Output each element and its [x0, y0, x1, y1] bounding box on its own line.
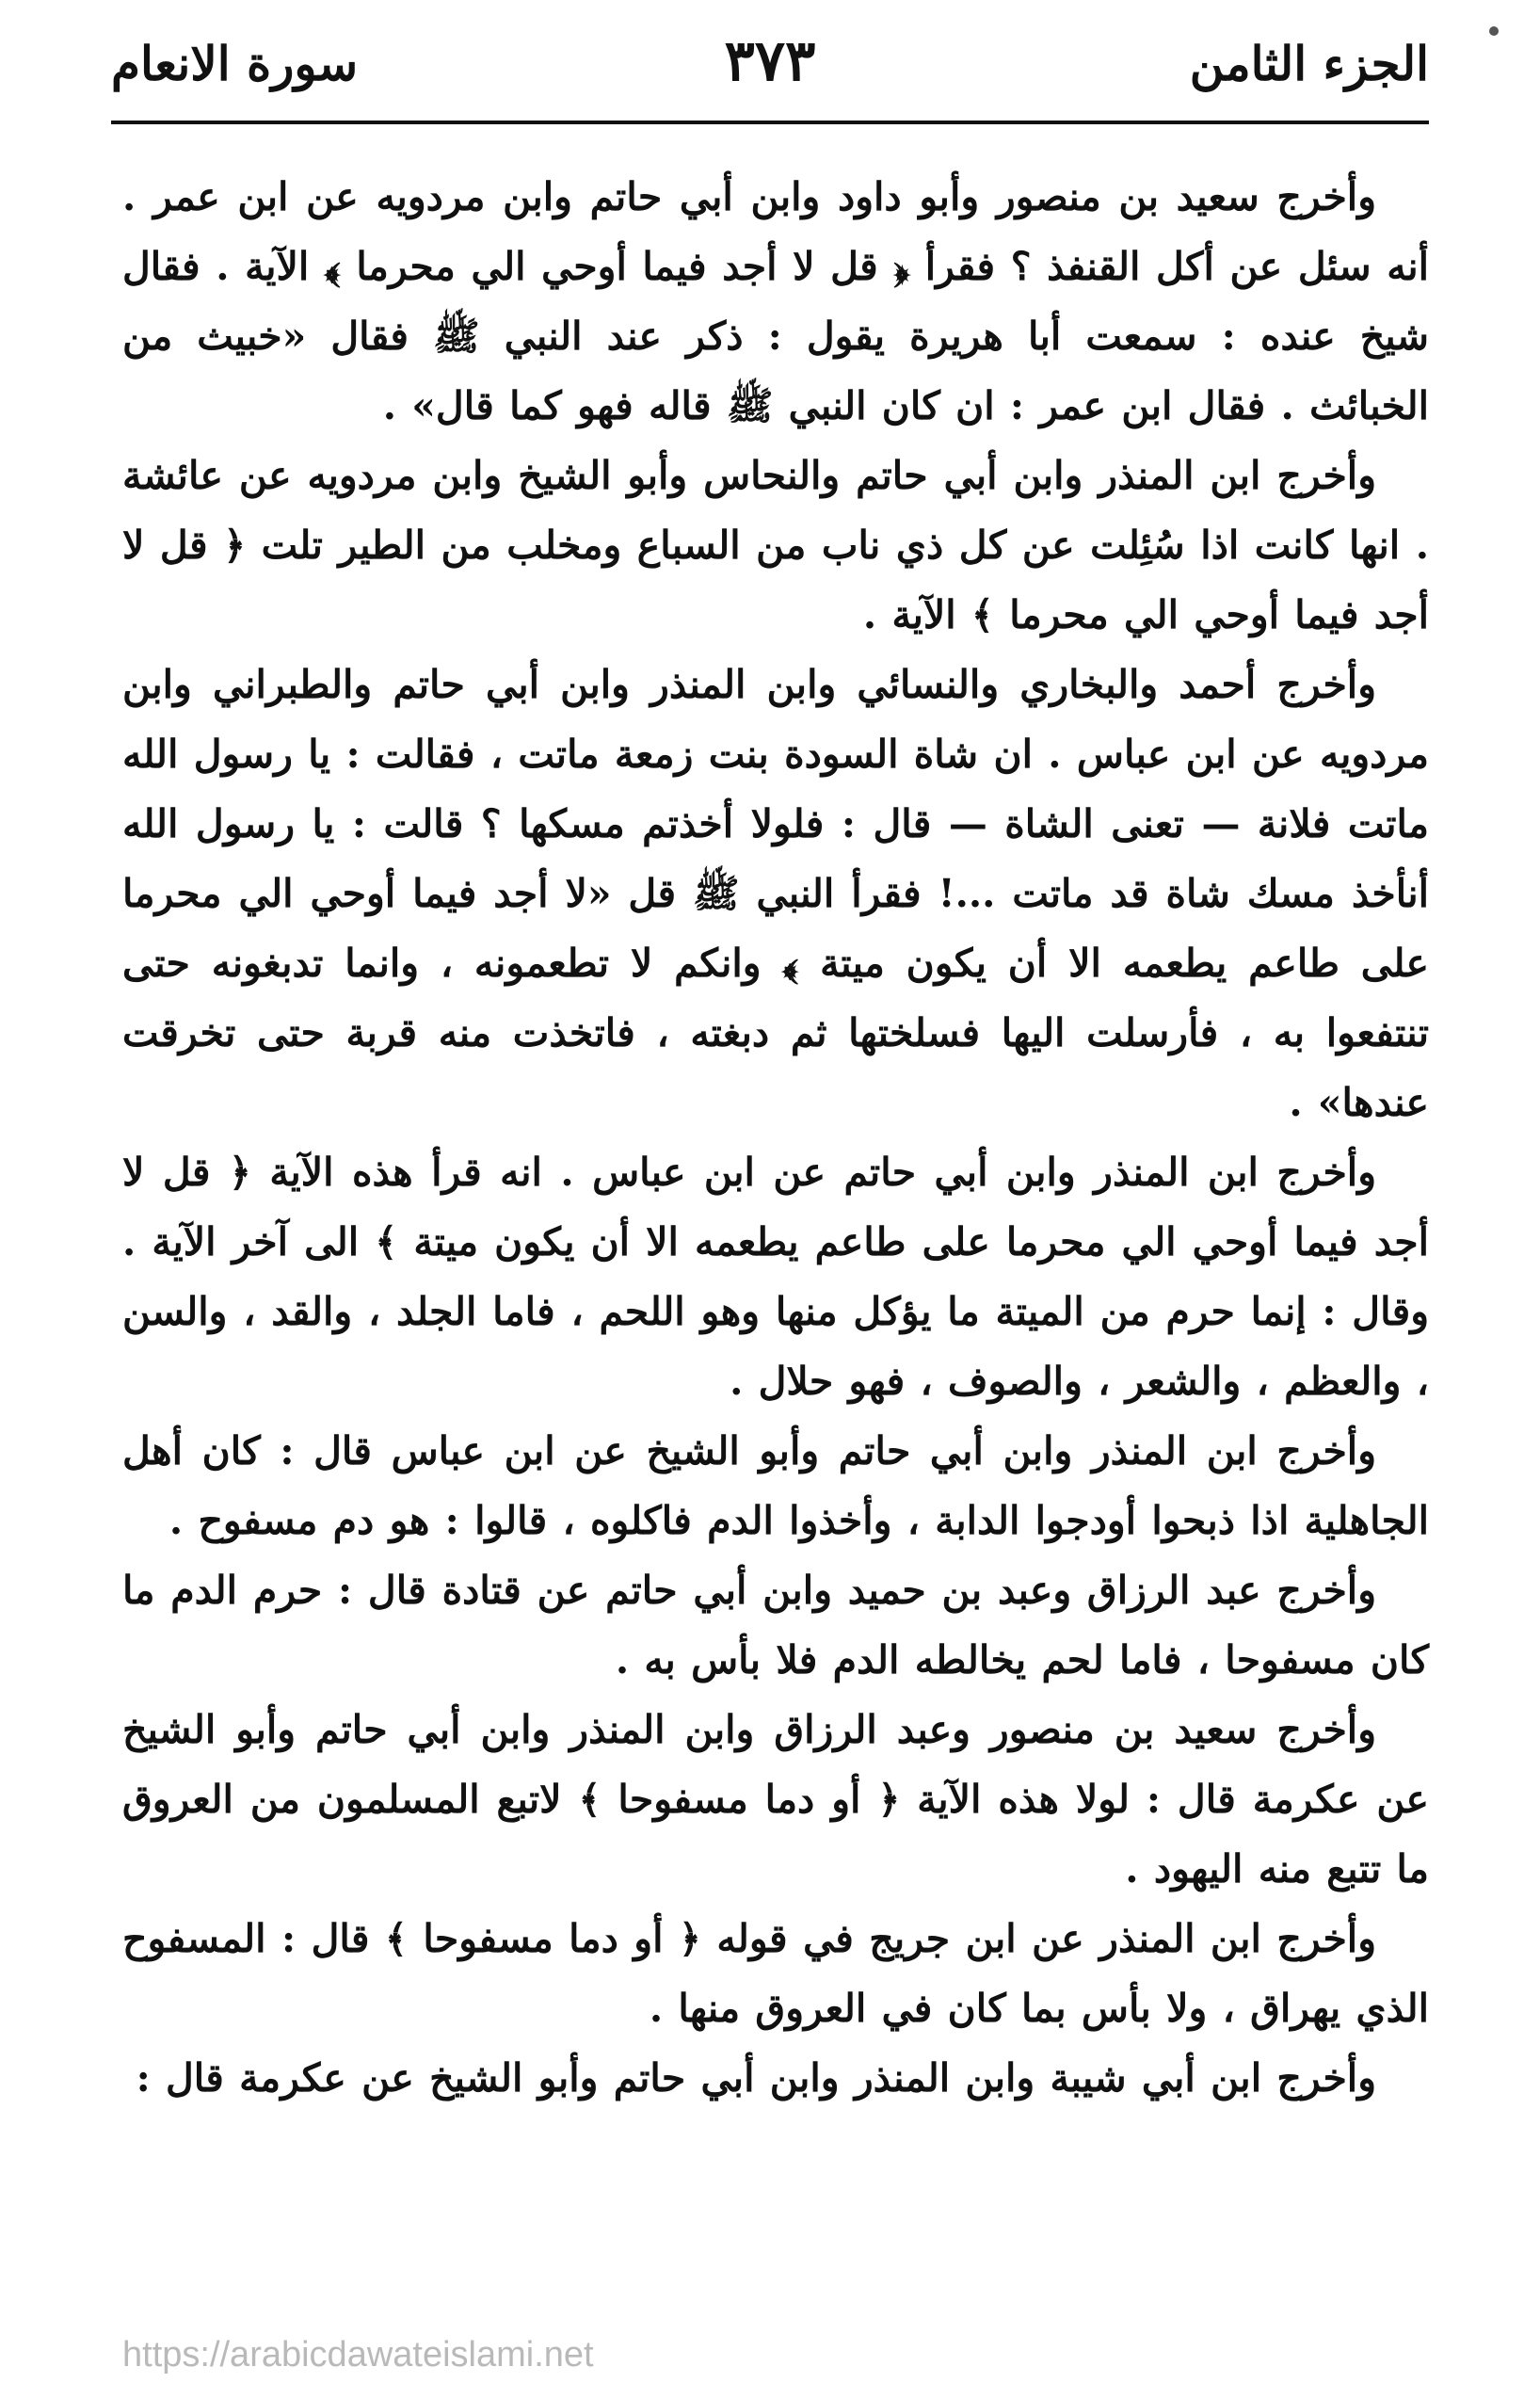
page-number: ٣٧٣: [724, 28, 816, 94]
scan-speck: [1489, 26, 1499, 36]
paragraph: وأخرج أحمد والبخاري والنسائي وابن المنذر وابن أبي حاتم والطبراني وابن مردويه عن ابن عباس . ان شاة السودة بنت زمعة ماتت ، فقالت : يا رسول الله ماتت فلانة — تعنى الشاة — قال : فلولا أخذتم مسكها ؟ قالت : يا رسول الله أنأخذ مسك شاة قد ماتت ...! فقرأ النبي ﷺ قل «لا أجد فيما أوحي الي محرما على طاعم يطعمه الا أن يكون ميتة ﴾ وانكم لا تطعمونه ، وانما تدبغونه حتى تنتفعوا به ، فأرسلت اليها فسلختها ثم دبغته ، فاتخذت منه قربة حتى تخرقت عندها» .: [122, 662, 1429, 1125]
body-text: [122, 162, 1429, 2113]
paragraph: وأخرج ابن المنذر وابن أبي حاتم وأبو الشيخ عن ابن عباس قال : كان أهل الجاهلية اذا ذبحوا أودجوا الدابة ، وأخذوا الدم فاكلوه ، قالوا : هو دم مسفوح .: [122, 1428, 1429, 1543]
paragraph: وأخرج ابن المنذر عن ابن جريج في قوله ﴿ أو دما مسفوحا ﴾ قال : المسفوح الذي يهراق ، ولا بأس بما كان في العروق منها .: [122, 1916, 1429, 2031]
header-rule: [111, 121, 1429, 124]
paragraph: وأخرج ابن أبي شيبة وابن المنذر وابن أبي حاتم وأبو الشيخ عن عكرمة قال :: [136, 2055, 1376, 2101]
paragraph: وأخرج ابن المنذر وابن أبي حاتم عن ابن عباس . انه قرأ هذه الآية ﴿ قل لا أجد فيما أوحي الي محرما على طاعم يطعمه الا أن يكون ميتة ﴾ الى آخر الآية . وقال : إنما حرم من الميتة ما يؤكل منها وهو اللحم ، فاما الجلد ، والقد ، والسن ، والعظم ، والشعر ، والصوف ، فهو حلال .: [122, 1150, 1429, 1404]
surah-title: سورة الانعام: [111, 36, 359, 91]
watermark-url: https://arabicdawateislami.net: [122, 2335, 594, 2375]
paragraph: وأخرج سعيد بن منصور وعبد الرزاق وابن المنذر وابن أبي حاتم وأبو الشيخ عن عكرمة قال : لولا هذه الآية ﴿ أو دما مسفوحا ﴾ لاتبع المسلمون من العروق ما تتبع منه اليهود .: [122, 1707, 1429, 1892]
part-title: الجزء الثامن: [1189, 36, 1429, 91]
paragraph: وأخرج ابن المنذر وابن أبي حاتم والنحاس وأبو الشيخ وابن مردويه عن عائشة . انها كانت اذا سُئِلت عن كل ذي ناب من السباع ومخلب من الطير تلت ﴿ قل لا أجد فيما أوحي الي محرما ﴾ الآية .: [122, 453, 1429, 637]
page-header: [111, 28, 1429, 113]
paragraph: وأخرج سعيد بن منصور وأبو داود وابن أبي حاتم وابن مردويه عن ابن عمر . أنه سئل عن أكل القنفذ ؟ فقرأ ﴿ قل لا أجد فيما أوحي الي محرما ﴾ الآية . فقال شيخ عنده : سمعت أبا هريرة يقول : ذكر عند النبي ﷺ فقال «خبيث من الخبائث . فقال ابن عمر : ان كان النبي ﷺ قاله فهو كما قال» .: [122, 174, 1429, 428]
paragraph: وأخرج عبد الرزاق وعبد بن حميد وابن أبي حاتم عن قتادة قال : حرم الدم ما كان مسفوحا ، فاما لحم يخالطه الدم فلا بأس به .: [122, 1568, 1429, 1683]
